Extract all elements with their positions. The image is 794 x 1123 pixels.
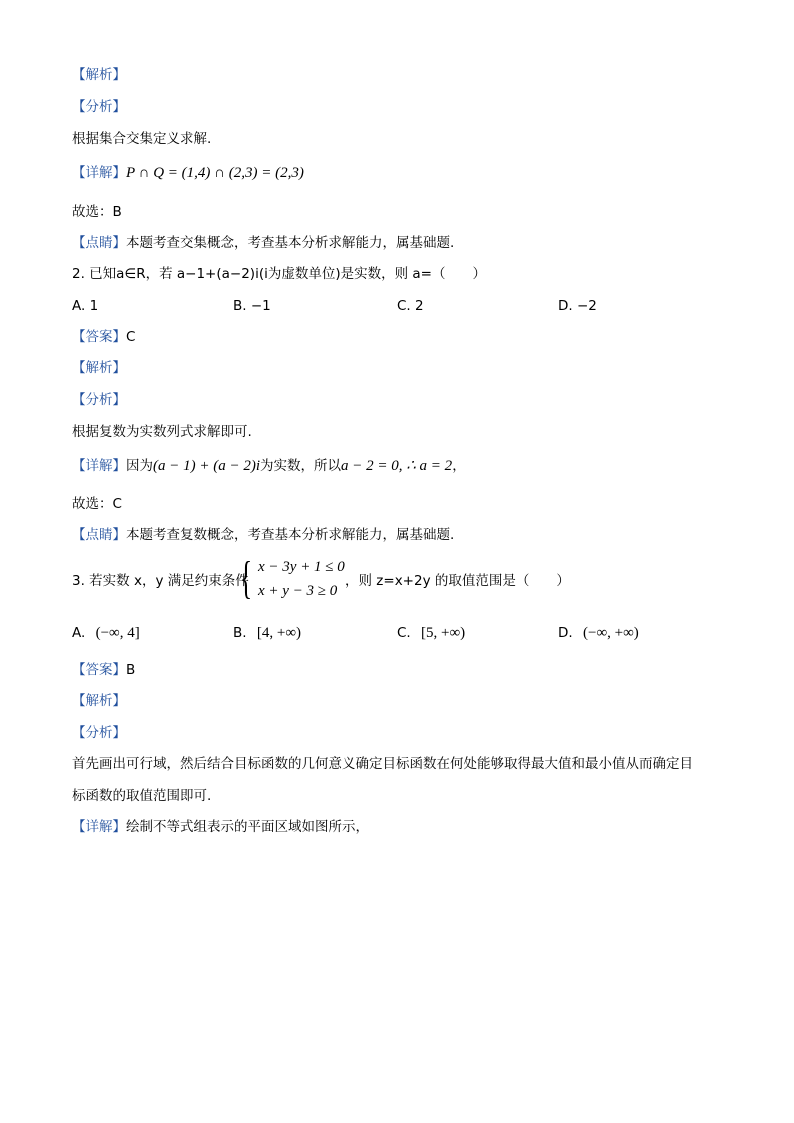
q3-jiexi-heading: 【解析】	[72, 693, 126, 709]
q1-comment-text: 本题考查交集概念，考查基本分析求解能力，属基础题.	[126, 235, 455, 251]
q3-constraint-system	[240, 552, 350, 605]
q3-option-c-value: [5, +∞)	[421, 625, 466, 641]
q2-detail-expr: (a − 1) + (a − 2)i	[153, 458, 261, 474]
q3-option-a	[72, 624, 140, 642]
q2-detail-end: ，	[452, 458, 466, 474]
q1-detail	[72, 164, 304, 182]
q2-option-d: D. −2	[558, 298, 597, 314]
q2-detail	[72, 457, 466, 475]
q2-stem: 2. 已知a∈R，若 a−1+(a−2)i(i为虚数单位)是实数，则 a=（ ）	[72, 266, 486, 282]
q2-comment	[72, 526, 454, 544]
q2-detail-expr2: a − 2 = 0, ∴ a = 2	[341, 458, 453, 474]
q3-option-d	[558, 624, 639, 642]
q2-detail-label: 【详解】	[72, 458, 126, 474]
q3-analysis-line-2: 标函数的取值范围即可.	[72, 788, 212, 804]
q2-option-a: A. 1	[72, 298, 99, 314]
q1-comment	[72, 234, 454, 252]
q3-constraint-1: x − 3y + 1 ≤ 0	[258, 559, 345, 575]
q3-option-b	[233, 624, 301, 642]
q3-fenxi-heading: 【分析】	[72, 725, 126, 741]
q3-answer-value: B	[126, 662, 136, 678]
q3-detail-text: 绘制不等式组表示的平面区域如图所示，	[126, 819, 369, 835]
q2-comment-label: 【点睛】	[72, 527, 126, 543]
q3-answer	[72, 661, 135, 679]
q3-stem-suffix: ，则 z=x+2y 的取值范围是（ ）	[345, 573, 570, 589]
q2-answer-value: C	[126, 329, 136, 345]
q2-answer-line: 故选：C	[72, 496, 122, 512]
q2-fenxi-heading: 【分析】	[72, 392, 126, 408]
q3-option-c	[397, 624, 465, 642]
q3-option-c-letter: C.	[397, 625, 411, 641]
q2-answer-label: 【答案】	[72, 329, 126, 345]
q3-constraint-2: x + y − 3 ≥ 0	[258, 583, 338, 599]
q1-detail-label: 【详解】	[72, 165, 126, 181]
q1-comment-label: 【点睛】	[72, 235, 126, 251]
q2-jiexi-heading: 【解析】	[72, 360, 126, 376]
q3-option-d-letter: D.	[558, 625, 573, 641]
q2-option-b: B. −1	[233, 298, 271, 314]
q3-analysis-line-1: 首先画出可行域，然后结合目标函数的几何意义确定目标函数在何处能够取得最大值和最小值从而确定目	[72, 756, 693, 772]
q2-answer	[72, 328, 135, 346]
q3-option-a-value: (−∞, 4]	[95, 625, 140, 641]
q3-detail	[72, 818, 369, 836]
q3-system-brace: {	[240, 552, 253, 603]
q3-option-b-value: [4, +∞)	[256, 625, 302, 641]
q2-detail-prefix: 因为	[126, 458, 153, 474]
q2-analysis: 根据复数为实数列式求解即可.	[72, 424, 252, 440]
q1-analysis: 根据集合交集定义求解.	[72, 131, 212, 147]
q3-detail-label: 【详解】	[72, 819, 126, 835]
q3-option-b-letter: B.	[233, 625, 247, 641]
q3-option-d-value: (−∞, +∞)	[582, 625, 639, 641]
q1-fenxi-heading: 【分析】	[72, 99, 126, 115]
q3-answer-label: 【答案】	[72, 662, 126, 678]
q2-option-c: C. 2	[397, 298, 424, 314]
q1-detail-math: P ∩ Q = (1,4) ∩ (2,3) = (2,3)	[126, 165, 304, 181]
q1-jiexi-heading: 【解析】	[72, 67, 126, 83]
q3-stem-prefix: 3. 若实数 x，y 满足约束条件	[72, 573, 249, 589]
q2-comment-text: 本题考查复数概念，考查基本分析求解能力，属基础题.	[126, 527, 455, 543]
q3-option-a-letter: A.	[72, 625, 86, 641]
q2-detail-mid: 为实数，所以	[260, 458, 342, 474]
q1-answer-line: 故选：B	[72, 204, 122, 220]
